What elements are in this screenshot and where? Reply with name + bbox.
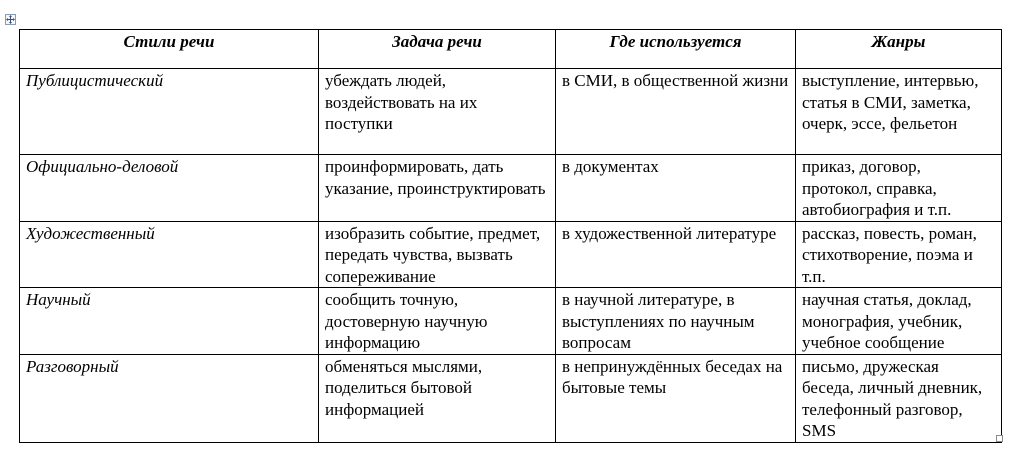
- table-move-handle[interactable]: [5, 14, 16, 25]
- style-cell: Разговорный: [20, 354, 319, 442]
- genres-cell: приказ, договор, протокол, справка, автобиография и т.п.: [796, 155, 1002, 222]
- genres-cell: письмо, дружеская беседа, личный дневник, телефонный разговор, SMS: [796, 354, 1002, 442]
- genres-cell: рассказ, повесть, роман, стихотворение, поэма и т.п.: [796, 221, 1002, 288]
- table-resize-handle[interactable]: [996, 435, 1003, 442]
- where-cell: в СМИ, в общественной жизни: [556, 69, 796, 155]
- table-row: [20, 221, 1002, 288]
- task-cell: убеждать людей, воздействовать на их поступки: [319, 69, 556, 155]
- where-cell: в документах: [556, 155, 796, 222]
- task-cell: изобразить событие, предмет, передать чувства, вызвать сопереживание: [319, 221, 556, 288]
- task-cell: проинформировать, дать указание, проинструктировать: [319, 155, 556, 222]
- header-task: Задача речи: [319, 30, 556, 69]
- table-row: [20, 69, 1002, 155]
- genres-cell: научная статья, доклад, монография, учебник, учебное сообщение: [796, 288, 1002, 355]
- style-cell: Художественный: [20, 221, 319, 288]
- table-header-row: [20, 30, 1002, 69]
- style-cell: Научный: [20, 288, 319, 355]
- style-cell: Публицистический: [20, 69, 319, 155]
- task-cell: обменяться мыслями, поделиться бытовой информацией: [319, 354, 556, 442]
- where-cell: в художественной литературе: [556, 221, 796, 288]
- where-cell: в непринуждённых беседах на бытовые темы: [556, 354, 796, 442]
- style-cell: Официально-деловой: [20, 155, 319, 222]
- move-arrows-icon: [6, 15, 15, 24]
- task-cell: сообщить точную, достоверную научную информацию: [319, 288, 556, 355]
- table-row: [20, 155, 1002, 222]
- header-where: Где используется: [556, 30, 796, 69]
- header-genres: Жанры: [796, 30, 1002, 69]
- header-styles: Стили речи: [20, 30, 319, 69]
- genres-cell: выступление, интервью, статья в СМИ, заметка, очерк, эссе, фельетон: [796, 69, 1002, 155]
- table-row: [20, 354, 1002, 442]
- table-row: [20, 288, 1002, 355]
- speech-styles-table: [19, 29, 1002, 443]
- where-cell: в научной литературе, в выступлениях по научным вопросам: [556, 288, 796, 355]
